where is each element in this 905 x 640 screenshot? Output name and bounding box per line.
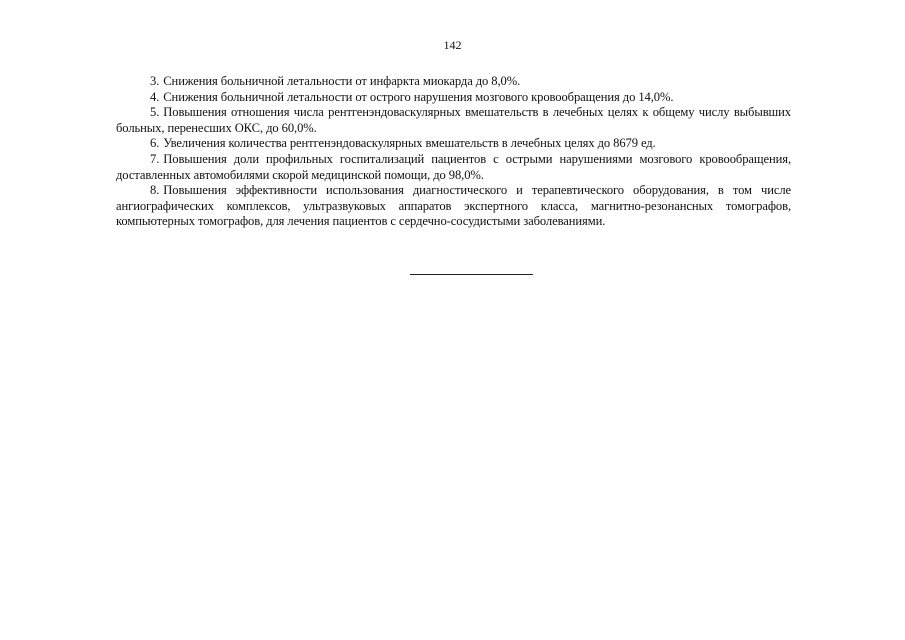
list-item — [116, 136, 791, 152]
item-number: 7. — [150, 151, 160, 166]
item-text: Повышения доли профильных госпитализаций пациентов с острыми нарушениями мозгового кровообращения, доставленных автомобилями скорой медицинской помощи, до 98,0%. — [116, 151, 791, 182]
item-text: Снижения больничной летальности от острого нарушения мозгового кровообращения до 14,0%. — [163, 89, 674, 104]
end-of-section-rule — [410, 274, 533, 275]
list-item — [116, 74, 791, 90]
list-item — [116, 152, 791, 183]
item-text: Снижения больничной летальности от инфаркта миокарда до 8,0%. — [163, 74, 521, 88]
list-item — [116, 105, 791, 136]
item-number: 6. — [150, 136, 160, 151]
item-number: 4. — [150, 89, 160, 104]
item-number: 5. — [150, 105, 160, 120]
item-text: Повышения отношения числа рентгенэндоваскулярных вмешательств в лечебных целях к общему числу выбывших больных, перенесших ОКС, до 60,0%. — [116, 105, 791, 135]
item-number: 8. — [150, 183, 160, 198]
body-text — [116, 74, 791, 230]
list-item — [116, 90, 791, 106]
list-item — [116, 183, 791, 230]
page-number: 142 — [443, 38, 462, 52]
item-text: Повышения эффективности использования диагностического и терапевтического оборудования, в том числе ангиографических комплексов, ультразвуковых аппаратов экспертного класса, магнитно-резонансных томографов, компьютерных томографов, для лечения пациентов с сердечно-сосудистыми заболеваниями. — [116, 183, 791, 229]
item-number: 3. — [150, 74, 160, 88]
item-text: Увеличения количества рентгенэндоваскулярных вмешательств в лечебных целях до 8679 ед. — [163, 136, 656, 151]
